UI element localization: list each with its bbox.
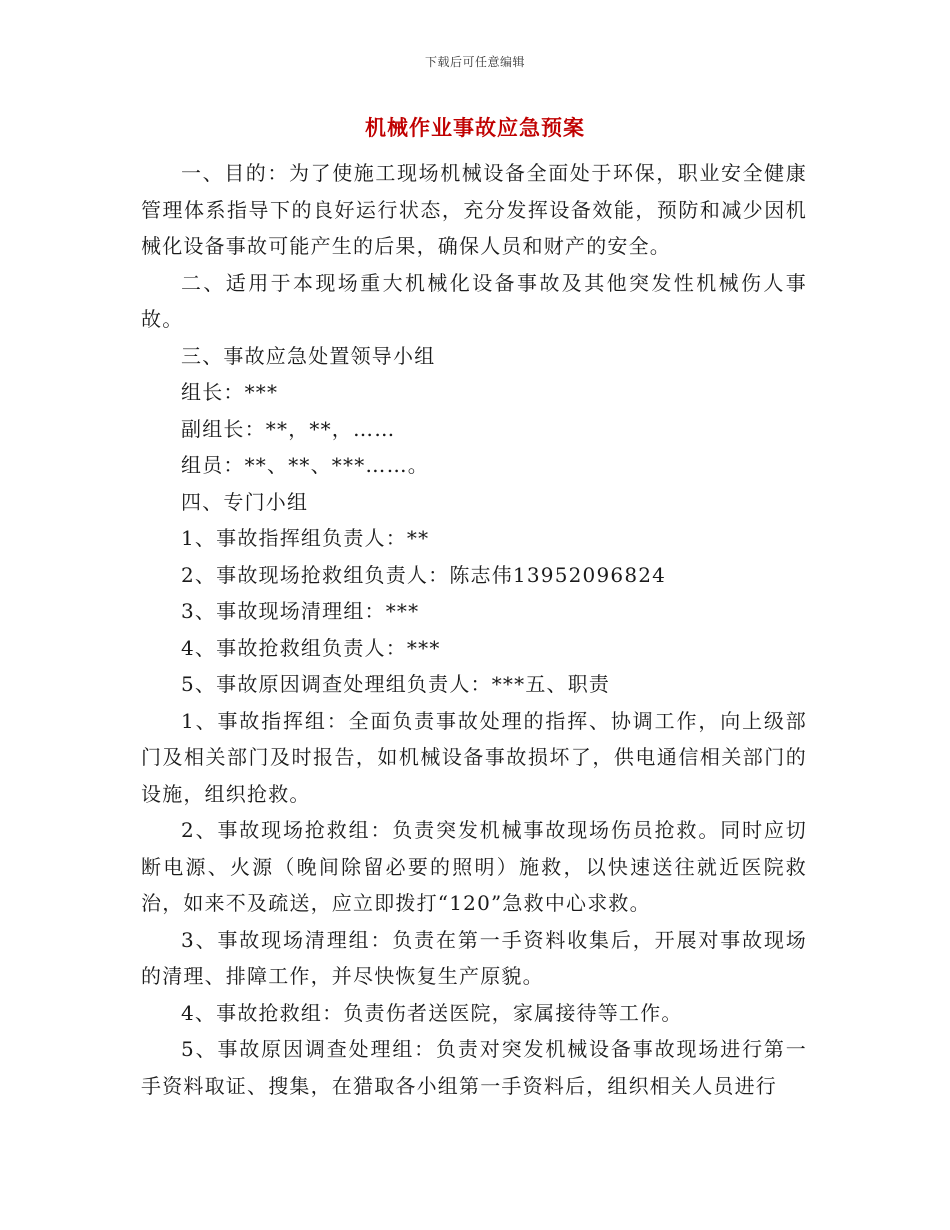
paragraph-duty-investigation: 5、事故原因调查处理组：负责对突发机械设备事故现场进行第一手资料取证、搜集，在猎取各小组第一手资料后，组织相关人员进行	[141, 1037, 807, 1098]
paragraph-duty-cleanup: 3、事故现场清理组：负责在第一手资料收集后，开展对事故现场的清理、排障工作，并尽快恢复生产原貌。	[141, 927, 807, 988]
paragraph-leader: 组长：***	[181, 380, 279, 404]
header-note: 下载后可任意编辑	[424, 55, 525, 69]
paragraph-special-groups-heading: 四、专门小组	[181, 489, 309, 514]
paragraph-duty-rescue: 2、事故现场抢救组：负责突发机械事故现场伤员抢救。同时应切断电源、火源（晚间除留必要的照明）施救，以快速送往就近医院救治，如来不及疏送，应立即拨打“120”急救中心求救。	[141, 818, 807, 915]
paragraph-scope: 二、适用于本现场重大机械化设备事故及其他突发性机械伤人事故。	[141, 270, 807, 331]
paragraph-duty-command: 1、事故指挥组：全面负责事故处理的指挥、协调工作，向上级部门及相关部门及时报告，如机械设备事故损坏了，供电通信相关部门的设施，组织抢救。	[141, 708, 807, 806]
paragraph-deputy-leader: 副组长：**，**，……	[181, 416, 396, 441]
paragraph-cleanup-group-lead: 3、事故现场清理组：***	[181, 599, 420, 623]
paragraph-aid-group-lead: 4、事故抢救组负责人：***	[181, 635, 441, 660]
document-body	[141, 155, 807, 1104]
paragraph-rescue-group-lead: 2、事故现场抢救组负责人：陈志伟13952096824	[181, 562, 667, 587]
paragraph-investigation-group-lead: 5、事故原因调查处理组负责人：***五、职责	[181, 672, 611, 696]
paragraph-duty-aid: 4、事故抢救组：负责伤者送医院，家属接待等工作。	[181, 1000, 683, 1025]
paragraph-command-group-lead: 1、事故指挥组负责人：**	[181, 526, 430, 550]
paragraph-leadership-heading: 三、事故应急处置领导小组	[181, 343, 436, 368]
paragraph-members: 组员：**、**、***……。	[181, 453, 429, 477]
paragraph-purpose: 一、目的：为了使施工现场机械设备全面处于环保，职业安全健康管理体系指导下的良好运行状态，充分发挥设备效能，预防和减少因机械化设备事故可能产生的后果，确保人员和财产的安全。	[141, 161, 807, 258]
document-title: 机械作业事故应急预案	[365, 115, 585, 140]
